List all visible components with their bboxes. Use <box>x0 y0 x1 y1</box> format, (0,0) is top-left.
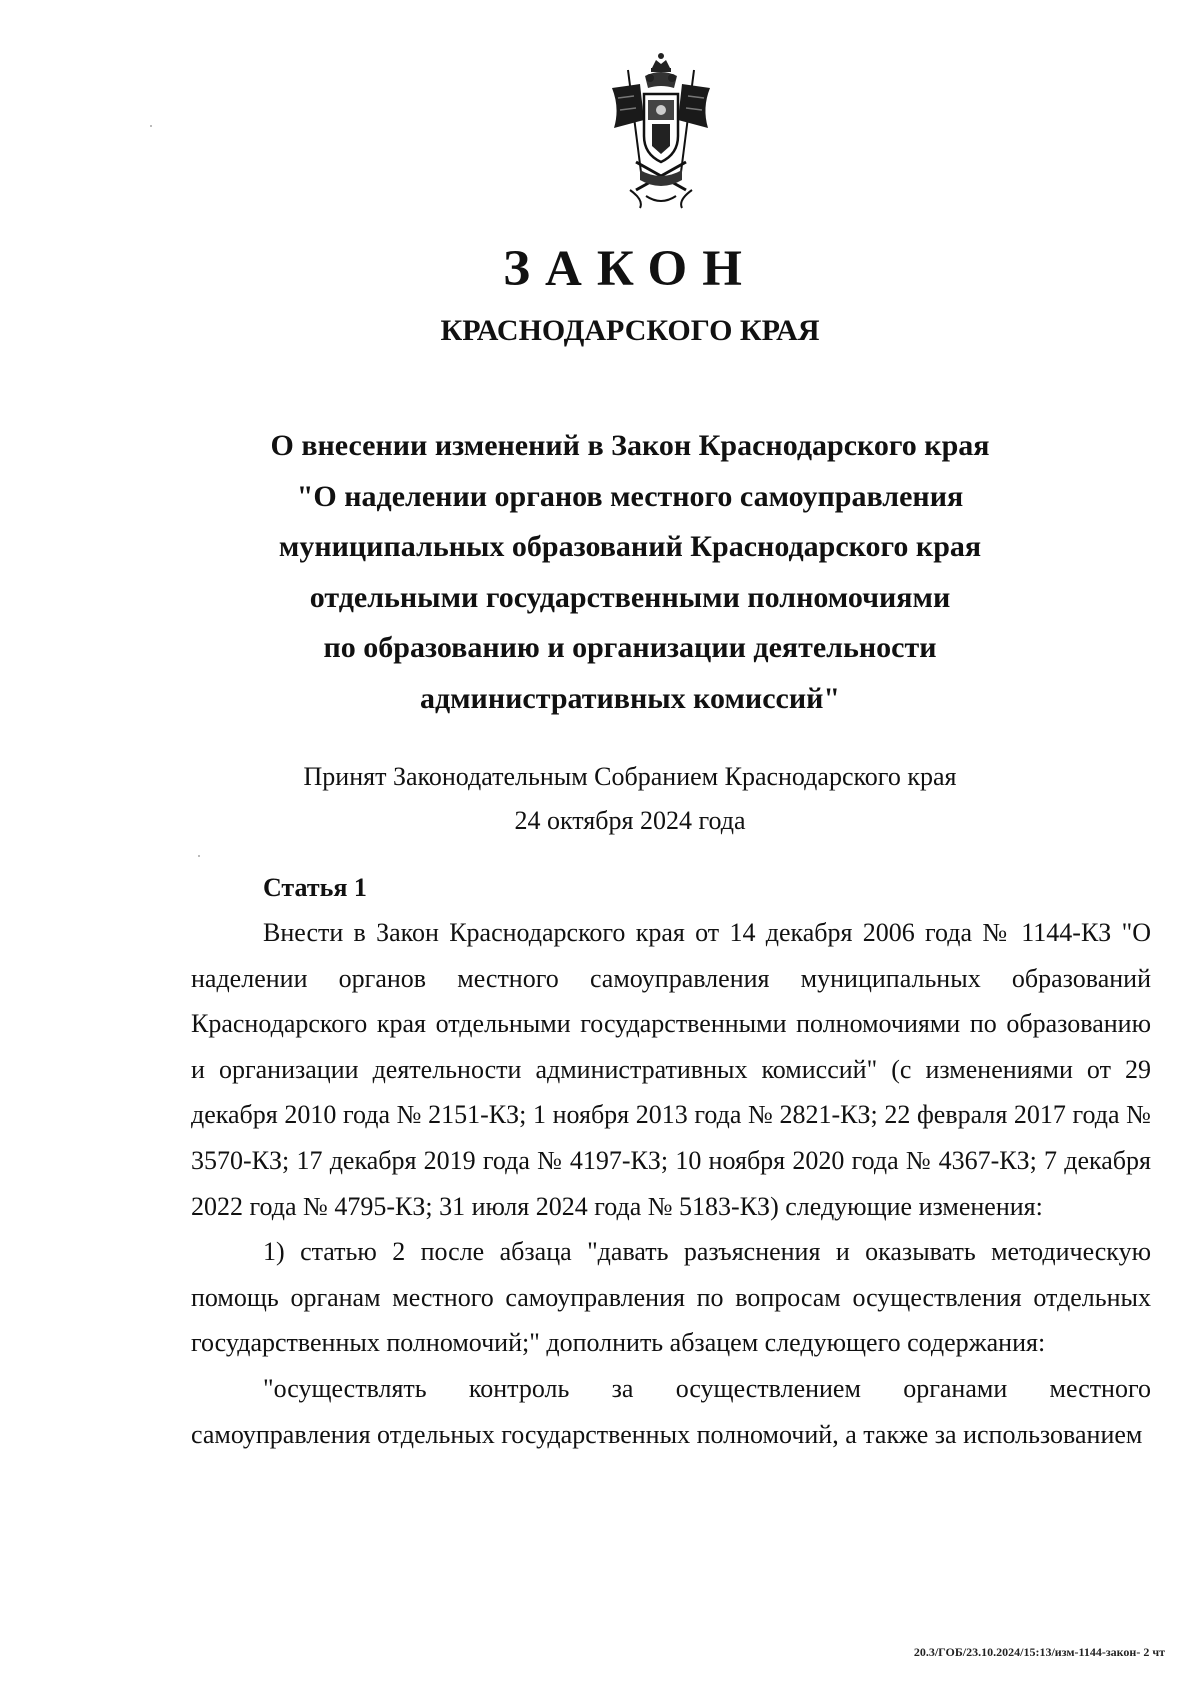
law-title-line: административных комиссий" <box>419 681 841 715</box>
scan-speck <box>198 855 200 857</box>
article-paragraph: Внести в Закон Краснодарского края от 14 декабря 2006 года № 1144-КЗ "О наделении органов местного самоуправления муниципальных образований Краснодарского края отдельными государственными полномочиями по образованию и организации деятельности административных комиссий" (с изменениями от 29 декабря 2010 года № 2151-КЗ; 1 ноября 2013 года № 2821-КЗ; 22 февраля 2017 года № 3570-КЗ; 17 декабря 2019 года № 4197-КЗ; 10 ноября 2020 года № 4367-КЗ; 7 декабря 2022 года № 4795-КЗ; 31 июля 2024 года № 5183-КЗ) следующие изменения: <box>191 918 1151 1221</box>
region-heading: КРАСНОДАРСКОГО КРАЯ <box>440 314 820 347</box>
document-registration-code: 20.3/ГОБ/23.10.2024/15:13/изм-1144-закон- 2 чт <box>913 1645 1165 1659</box>
law-title-line: отдельными государственными полномочиями <box>309 580 951 614</box>
law-title-line: "О наделении органов местного самоуправления <box>296 479 964 513</box>
adoption-note <box>180 755 1080 843</box>
law-title-line: О внесении изменений в Закон Краснодарского края <box>270 429 990 462</box>
article-body <box>191 910 1151 1457</box>
article-heading: Статья 1 <box>263 873 367 902</box>
law-title-line: муниципальных образований Краснодарского края <box>278 530 982 563</box>
law-title-line: по образованию и организации деятельности <box>323 631 937 664</box>
article-paragraph: 1) статью 2 после абзаца "давать разъяснения и оказывать методическую помощь органам местного самоуправления по вопросам осуществления отдельных государственных полномочий;" дополнить абзацем следующего содержания: <box>191 1237 1151 1358</box>
adoption-date: 24 октября 2024 года <box>514 806 746 835</box>
scan-speck <box>150 125 152 127</box>
adoption-body: Принят Законодательным Собранием Краснодарского края <box>303 762 957 791</box>
article-paragraph: "осуществлять контроль за осуществлением органами местного самоуправления отдельных государственных полномочий, а также за использованием <box>191 1373 1151 1449</box>
coat-of-arms-icon <box>600 50 722 210</box>
law-title <box>180 421 1080 724</box>
document-type-heading: ЗАКОН <box>503 241 757 297</box>
